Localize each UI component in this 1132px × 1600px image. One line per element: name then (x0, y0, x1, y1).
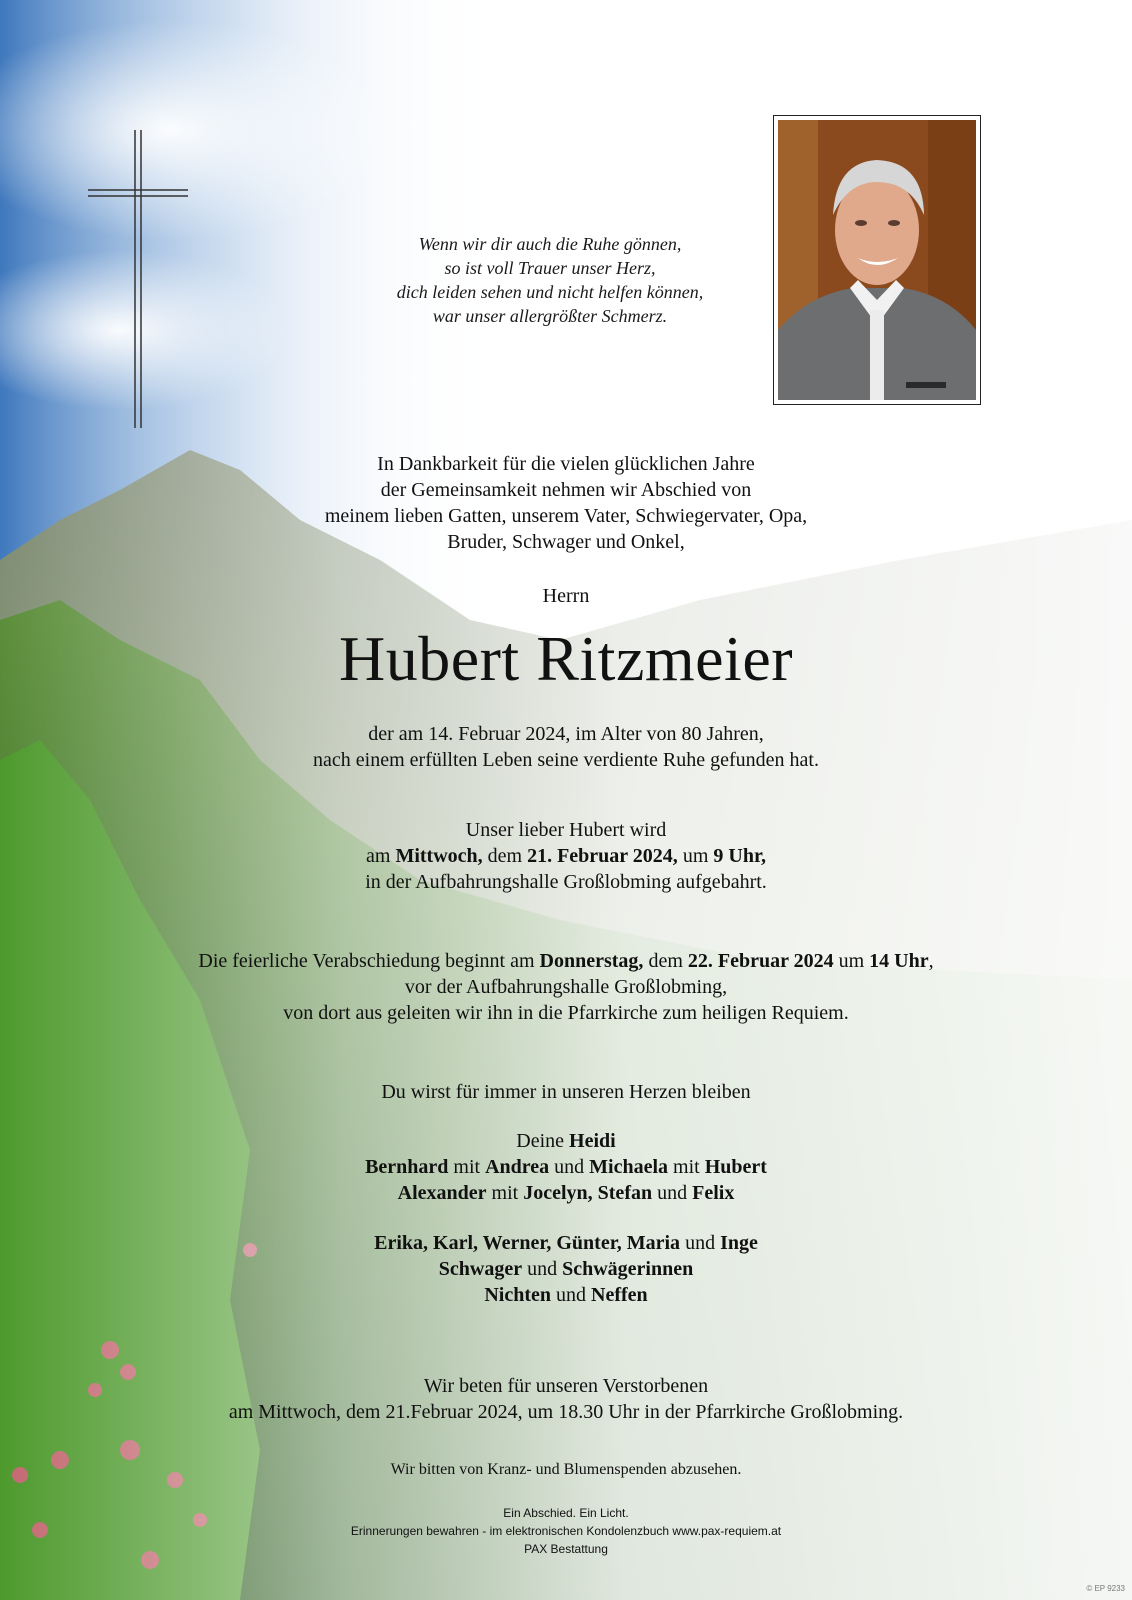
poem-line: dich leiden sehen und nicht helfen können, (396, 282, 704, 302)
farewell-line-1: Die feierliche Verabschiedung beginnt am Donnerstag, dem 22. Februar 2024 um 14 Uhr, (198, 950, 934, 972)
relatives-line-1: Erika, Karl, Werner, Günter, Maria und Inge (374, 1232, 758, 1254)
heart-line: Du wirst für immer in unseren Herzen bleiben (381, 1081, 751, 1103)
relatives-line-3: Nichten und Neffen (484, 1284, 648, 1306)
death-notice (200, 721, 932, 773)
farewell-line-2: vor der Aufbahrungshalle Großlobming, (404, 976, 728, 998)
relatives-mourners (160, 1230, 972, 1308)
laying-out-line-3: in der Aufbahrungshalle Großlobming aufgebahrt. (365, 871, 767, 893)
farewell-line-3: von dort aus geleiten wir ihn in die Pfarrkirche zum heiligen Requiem. (283, 1002, 849, 1024)
portrait-photo (773, 115, 981, 405)
print-code: © EP 9233 (1086, 1584, 1125, 1593)
poem-line: war unser allergrößter Schmerz. (432, 306, 668, 326)
donation-note: Wir bitten von Kranz- und Blumenspenden abzusehen. (390, 1461, 742, 1478)
footer (200, 1504, 932, 1558)
family-line-2: Bernhard mit Andrea und Michaela mit Hubert (365, 1156, 767, 1178)
footer-company: PAX Bestattung (524, 1542, 608, 1556)
deceased-name: Hubert Ritzmeier (338, 623, 794, 694)
family-line-3: Alexander mit Jocelyn, Stefan und Felix (397, 1182, 735, 1204)
intro-line: In Dankbarkeit für die vielen glücklichen Jahre (377, 453, 755, 475)
prayer-line: Wir beten für unseren Verstorbenen (423, 1375, 709, 1397)
salutation: Herrn (542, 585, 590, 607)
intro-line: meinem lieben Gatten, unserem Vater, Schwiegervater, Opa, (324, 505, 808, 527)
laying-out-line-1: Unser lieber Hubert wird (465, 819, 667, 841)
poem-line: Wenn wir dir auch die Ruhe gönnen, (418, 234, 682, 254)
portrait-image (778, 120, 976, 400)
prayer-info (140, 1373, 992, 1425)
cross-icon (86, 128, 190, 430)
family-mourners (160, 1128, 972, 1206)
farewell-info (140, 948, 992, 1026)
footer-tagline: Ein Abschied. Ein Licht. (503, 1506, 629, 1520)
family-line-1: Deine Heidi (516, 1130, 616, 1152)
poem-line: so ist voll Trauer unser Herz, (444, 258, 656, 278)
relatives-line-2: Schwager und Schwägerinnen (438, 1258, 694, 1280)
footer-condolence-link[interactable]: Erinnerungen bewahren - im elektronischen Kondolenzbuch www.pax-requiem.at (350, 1524, 782, 1538)
laying-out-info (160, 817, 972, 895)
intro-text (240, 451, 892, 555)
laying-out-line-2: am Mittwoch, dem 21. Februar 2024, um 9 Uhr, (366, 845, 766, 867)
intro-line: der Gemeinsamkeit nehmen wir Abschied von (380, 479, 752, 501)
memorial-poem (330, 232, 770, 328)
death-line: der am 14. Februar 2024, im Alter von 80 Jahren, (368, 723, 764, 745)
intro-line: Bruder, Schwager und Onkel, (447, 531, 685, 553)
death-line: nach einem erfüllten Leben seine verdiente Ruhe gefunden hat. (313, 749, 819, 771)
prayer-line: am Mittwoch, dem 21.Februar 2024, um 18.30 Uhr in der Pfarrkirche Großlobming. (228, 1401, 904, 1423)
